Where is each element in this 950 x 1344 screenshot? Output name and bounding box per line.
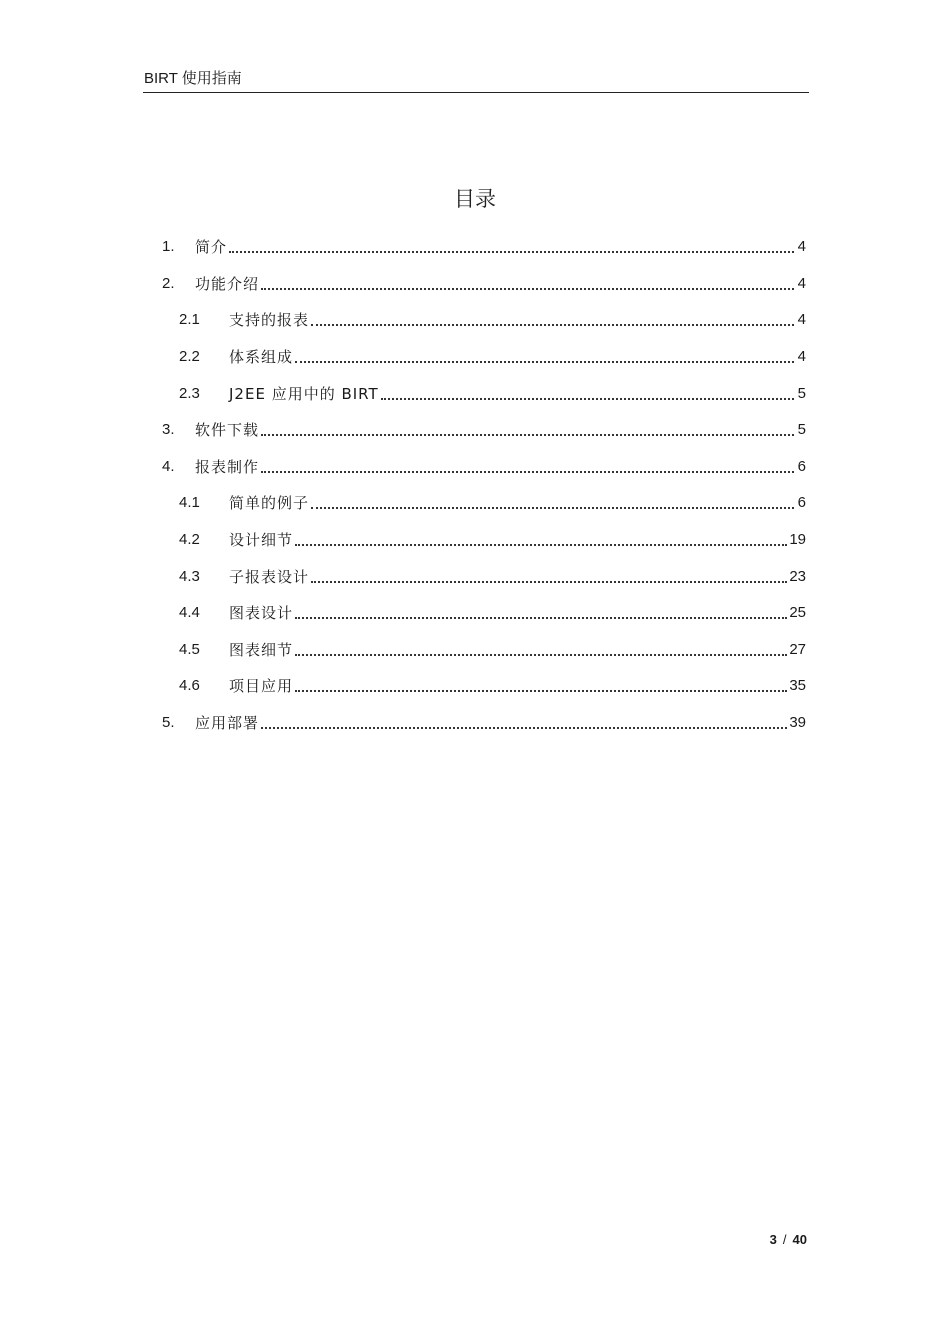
toc-entry-number: 4.3 [179, 567, 200, 585]
page-header [143, 68, 809, 93]
toc-entry-number: 4.1 [179, 494, 200, 512]
toc-entry[interactable] [162, 705, 806, 742]
toc-entry-page: 4 [797, 311, 806, 329]
toc-entry[interactable] [162, 412, 806, 449]
page-number-footer [770, 1232, 807, 1247]
toc-entry[interactable] [162, 632, 806, 669]
toc-entry-page: 23 [789, 567, 806, 585]
toc-entry-number: 2.3 [179, 384, 200, 402]
toc-entry[interactable] [162, 375, 806, 412]
toc-dot-leader [295, 676, 787, 696]
toc-entry-page: 4 [797, 274, 806, 292]
toc-entry-label[interactable]: J2EE 应用中的 BIRT [229, 384, 379, 403]
toc-entry-page: 39 [789, 714, 806, 732]
toc-entry[interactable] [162, 229, 806, 266]
toc-entry[interactable] [162, 339, 806, 376]
toc-entry-number: 4.6 [179, 677, 200, 695]
toc-dot-leader [229, 237, 794, 257]
toc-entry-page: 35 [789, 677, 806, 695]
toc-entry-page: 5 [797, 384, 806, 402]
toc-entry-label[interactable]: 简单的例子 [229, 494, 310, 513]
header-title: BIRT 使用指南 [144, 70, 242, 87]
toc-entry-label[interactable]: 软件下载 [195, 421, 260, 440]
toc-entry-page: 5 [797, 421, 806, 439]
toc-title: 目录 [454, 187, 496, 211]
toc-dot-leader [295, 530, 787, 550]
toc-entry-number: 5. [162, 714, 175, 732]
toc-entry-page: 25 [789, 604, 806, 622]
toc-list [162, 229, 806, 741]
toc-entry-label[interactable]: 报表制作 [195, 457, 260, 476]
toc-entry-number: 4. [162, 457, 175, 475]
toc-entry[interactable] [162, 595, 806, 632]
toc-dot-leader [295, 640, 787, 660]
toc-entry[interactable] [162, 266, 806, 303]
toc-entry-page: 6 [797, 457, 806, 475]
toc-entry[interactable] [162, 485, 806, 522]
toc-entry-label[interactable]: 体系组成 [229, 348, 294, 367]
toc-dot-leader [261, 274, 794, 294]
toc-entry-label[interactable]: 图表细节 [229, 640, 294, 659]
toc-entry-number: 4.5 [179, 640, 200, 658]
current-page-number: 3 [769, 1232, 777, 1247]
toc-dot-leader [311, 567, 787, 587]
toc-dot-leader [261, 420, 794, 440]
toc-entry-label[interactable]: 图表设计 [229, 604, 294, 623]
toc-dot-leader [311, 493, 794, 513]
toc-entry-number: 1. [162, 238, 175, 256]
toc-dot-leader [295, 347, 794, 367]
toc-entry[interactable] [162, 522, 806, 559]
page-separator: / [782, 1232, 787, 1247]
toc-entry[interactable] [162, 668, 806, 705]
toc-entry-label[interactable]: 子报表设计 [229, 567, 310, 586]
toc-entry-number: 4.4 [179, 604, 200, 622]
toc-entry-label[interactable]: 功能介绍 [195, 274, 260, 293]
toc-entry-label[interactable]: 应用部署 [195, 714, 260, 733]
toc-entry[interactable] [162, 302, 806, 339]
toc-dot-leader [261, 457, 794, 477]
toc-entry-page: 4 [797, 238, 806, 256]
toc-entry-page: 6 [797, 494, 806, 512]
toc-entry-label[interactable]: 支持的报表 [229, 311, 310, 330]
toc-entry-number: 3. [162, 421, 175, 439]
toc-entry-label[interactable]: 设计细节 [229, 531, 294, 550]
total-pages-number: 40 [792, 1232, 807, 1247]
toc-entry-page: 27 [789, 640, 806, 658]
toc-entry-page: 4 [797, 348, 806, 366]
toc-entry-page: 19 [789, 531, 806, 549]
toc-dot-leader [261, 713, 787, 733]
toc-dot-leader [381, 384, 794, 404]
toc-entry-number: 2. [162, 274, 175, 292]
toc-entry-number: 2.1 [179, 311, 200, 329]
toc-entry[interactable] [162, 558, 806, 595]
toc-dot-leader [311, 310, 794, 330]
toc-entry-label[interactable]: 简介 [195, 238, 228, 257]
toc-entry-number: 4.2 [179, 531, 200, 549]
toc-dot-leader [295, 603, 787, 623]
toc-entry-label[interactable]: 项目应用 [229, 677, 294, 696]
toc-entry-number: 2.2 [179, 348, 200, 366]
toc-entry[interactable] [162, 449, 806, 486]
